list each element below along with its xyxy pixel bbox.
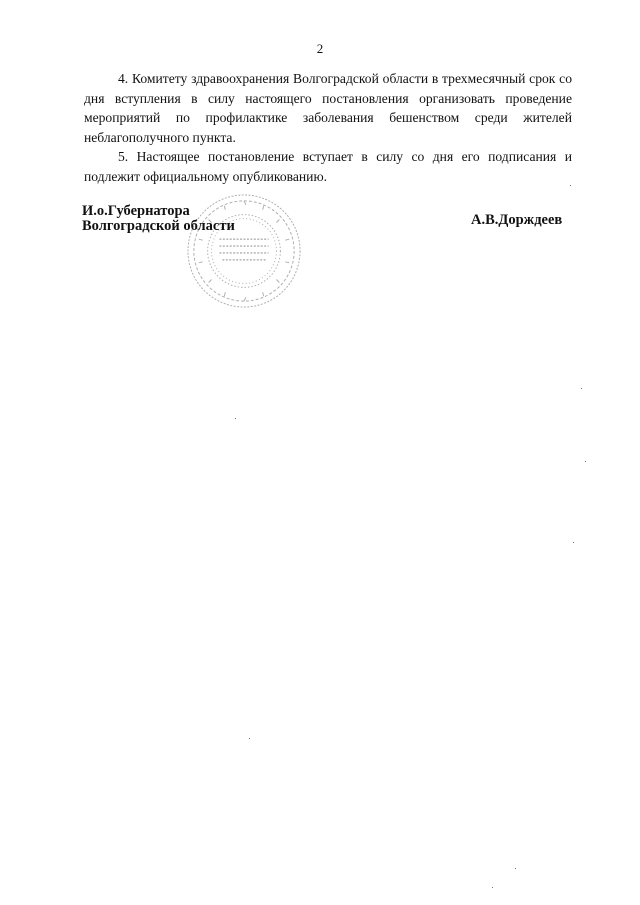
scan-speck (570, 185, 571, 186)
signatory-title-line1: И.о.Губернатора (82, 203, 190, 219)
scan-speck (235, 418, 236, 419)
scan-speck (585, 461, 586, 462)
scan-speck (573, 542, 574, 543)
signer-name: А.В.Дорждеев (471, 212, 563, 228)
scan-speck (515, 868, 516, 869)
paragraph-item-5: 5. Настоящее постановление вступает в силу со дня его подписания и подлежит официальному опубликованию. (84, 149, 572, 184)
page-number: 2 (316, 41, 324, 56)
official-seal-stamp (185, 192, 303, 310)
scan-speck (249, 738, 250, 739)
signatory-title-line2: Волгоградской области (82, 218, 235, 234)
scan-speck (492, 887, 493, 888)
document-body (84, 69, 572, 186)
scan-speck (581, 388, 582, 389)
paragraph-item-4: 4. Комитету здравоохранения Волгоградской области в трехмесячный срок со дня вступления в силу настоящего постановления организовать проведение мероприятий по профилактике заболевания бешенством среди жителей неблагополучного пункта. (84, 71, 572, 145)
